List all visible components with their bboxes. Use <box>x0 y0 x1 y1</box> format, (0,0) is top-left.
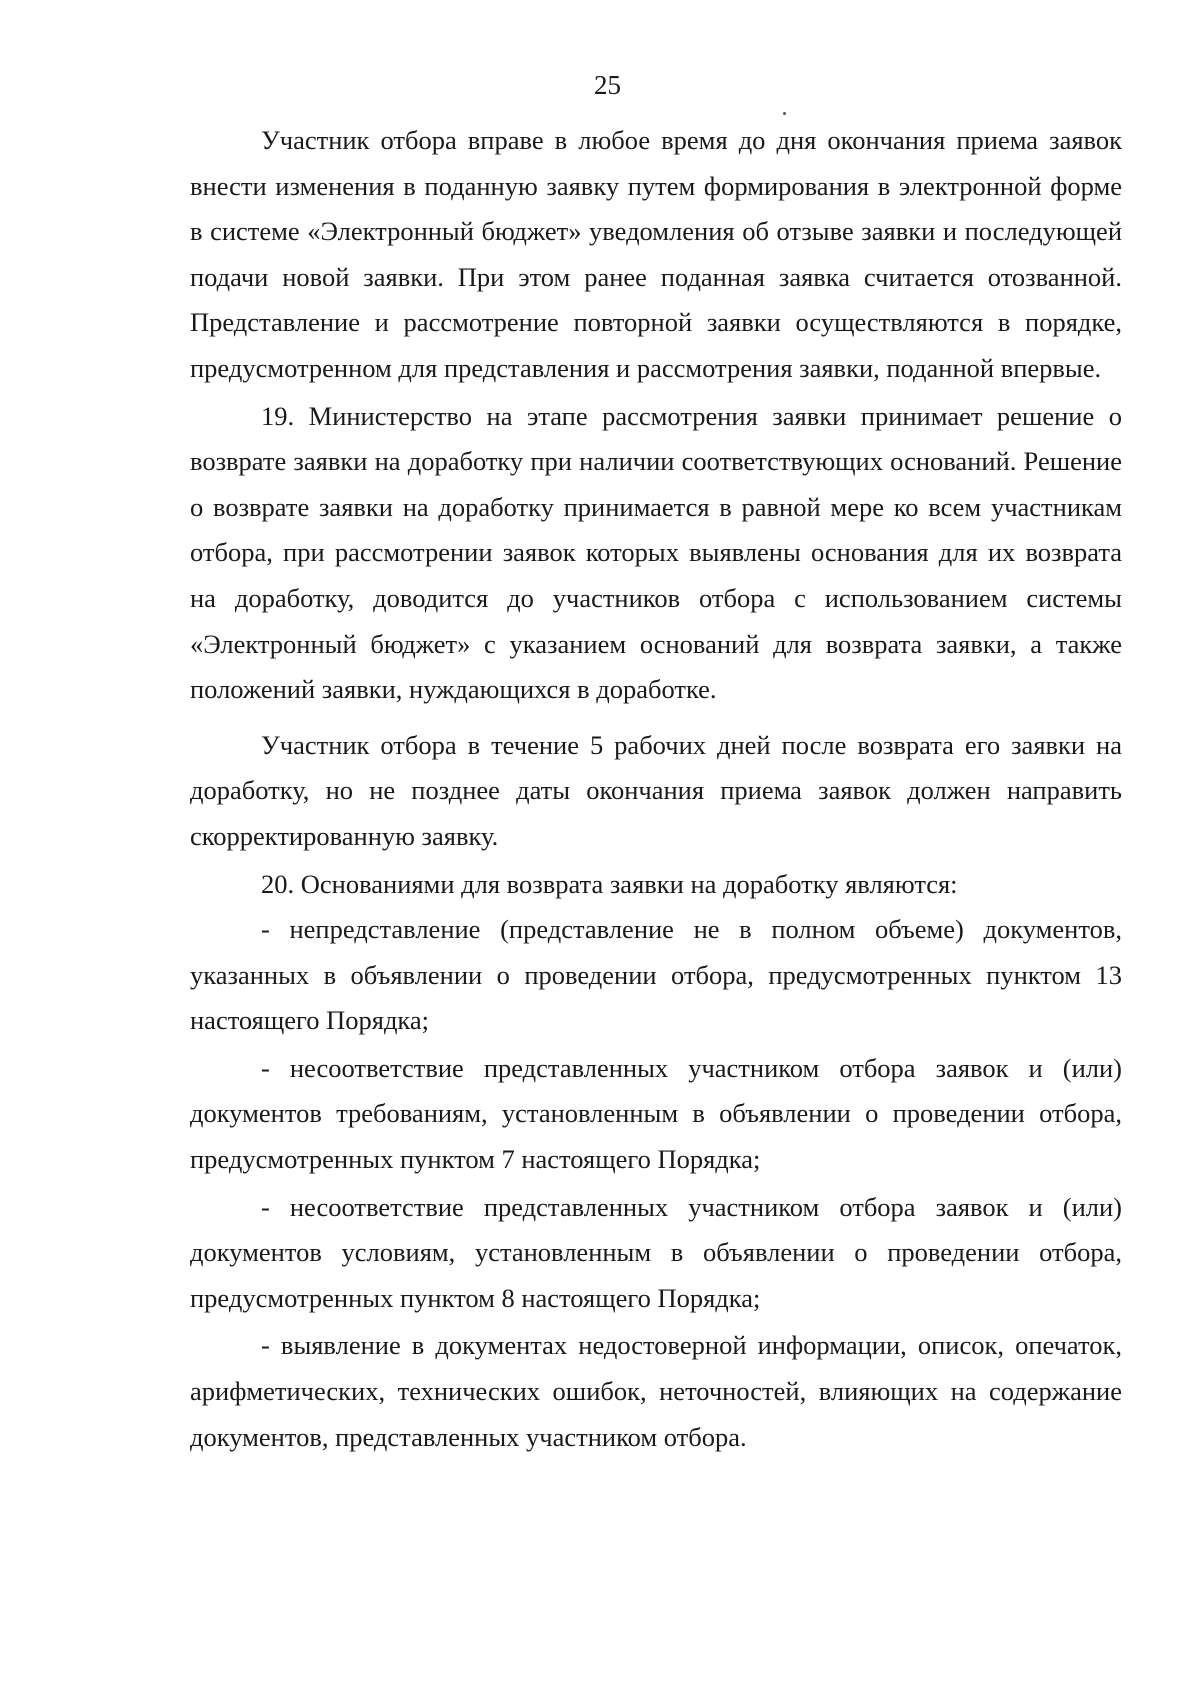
list-item-nonsubmission: - непредставление (представление не в полном объеме) документов, указанных в объявлении о проведении отбора, предусмотренных пунктом 13 настоящего Порядка; <box>190 914 1122 1036</box>
page-number-text: 25 <box>594 70 621 100</box>
paragraph-20: 20. Основаниями для возврата заявки на доработку являются: <box>261 868 958 899</box>
scan-speck <box>783 112 786 115</box>
paragraph-19: 19. Министерство на этапе рассмотрения заявки принимает решение о возврате заявки на доработку при наличии соответствующих оснований. Решение о возврате заявки на доработку принимается в равной мере ко всем участникам отбора, при рассмотрении заявок которых выявлены основания для их возврата на доработку, доводится до участников отбора с использованием системы «Электронный бюджет» с указанием оснований для возврата заявки, а также положений заявки, нуждающихся в доработке. <box>190 400 1122 705</box>
list-item-requirements-mismatch: - несоответствие представленных участником отбора заявок и (или) документов требованиям, установленным в объявлении о проведении отбора, предусмотренных пунктом 7 настоящего Порядка; <box>190 1052 1122 1175</box>
paragraph-correction: Участник отбора в течение 5 рабочих дней после возврата его заявки на доработку, но не позднее даты окончания приема заявок должен направить скорректированную заявку. <box>190 729 1122 851</box>
list-item-inaccuracies: - выявление в документах недостоверной информации, описок, опечаток, арифметических, технических ошибок, неточностей, влияющих на содержание документов, представленных участником отбора. <box>190 1330 1122 1452</box>
list-item-conditions-mismatch: - несоответствие представленных участником отбора заявок и (или) документов условиям, установленным в объявлении о проведении отбора, предусмотренных пунктом 8 настоящего Порядка; <box>190 1191 1122 1313</box>
page-number <box>0 68 1200 102</box>
paragraph-withdrawal: Участник отбора вправе в любое время до дня окончания приема заявок внести изменения в поданную заявку путем формирования в электронной форме в системе «Электронный бюджет» уведомления об отзыве заявки и последующей подачи новой заявки. При этом ранее поданная заявка считается отозванной. Представление и рассмотрение повторной заявки осуществляются в порядке, предусмотренном для представления и рассмотрения заявки, поданной впервые. <box>190 125 1122 383</box>
document-body <box>190 118 1122 1460</box>
